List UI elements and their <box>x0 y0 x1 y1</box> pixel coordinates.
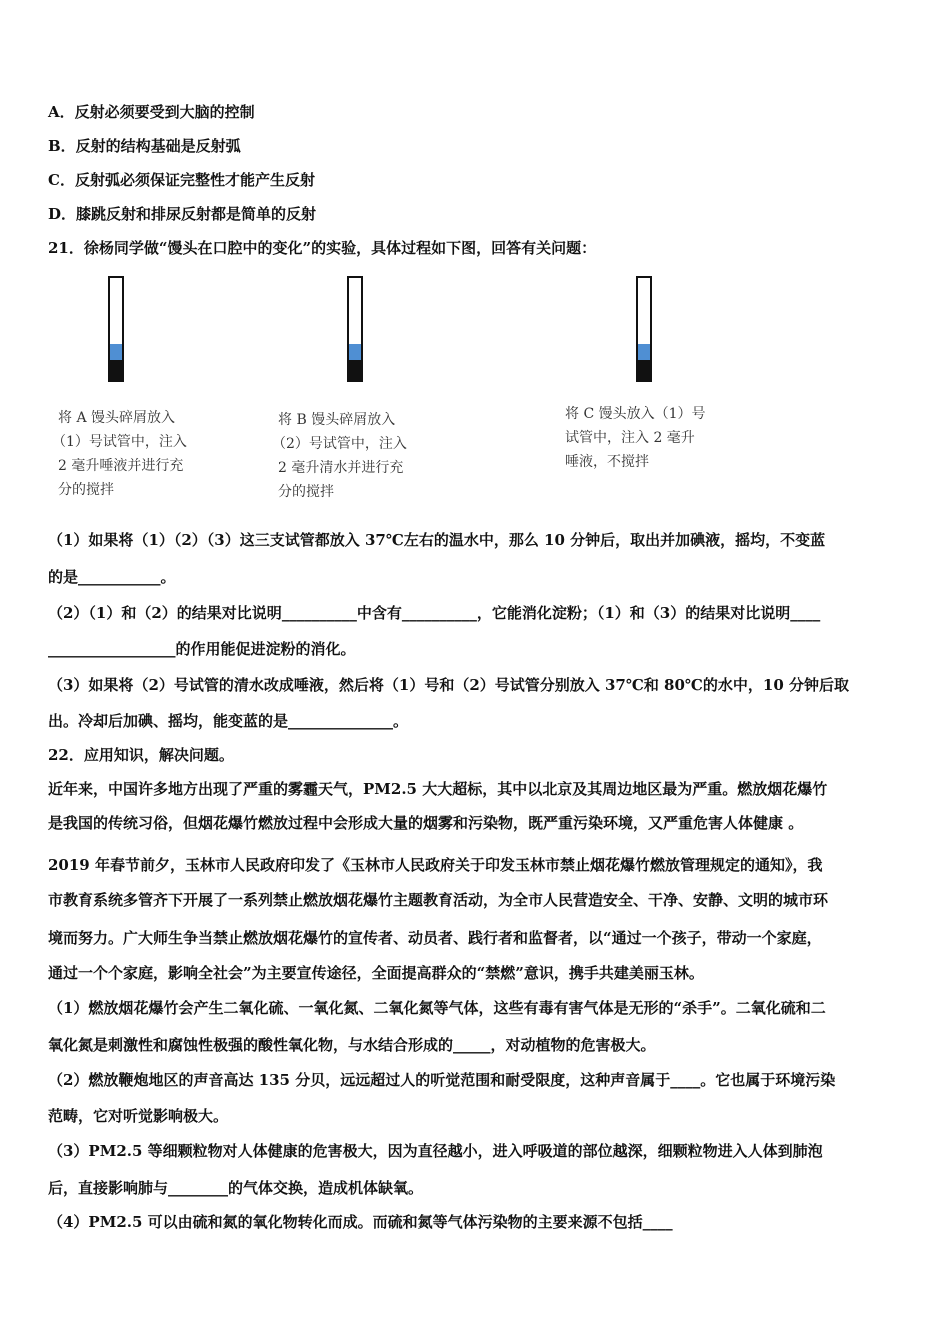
caption-c-line: 唾液，不搅拌 <box>565 454 649 470</box>
q22-paragraph-line: 市教育系统多管齐下开展了一系列禁止燃放烟花爆竹主题教育活动，为全市人民营造安全、干净、安静、文明的城市环 <box>48 891 829 909</box>
caption-a-line: 将 A 馒头碎屑放入 <box>58 410 176 426</box>
caption-b-line: 2 毫升清水并进行充 <box>278 460 404 476</box>
caption-c-line: 将 C 馒头放入（1）号 <box>565 406 706 422</box>
q21-part1-cont: 的是___________。 <box>48 568 176 586</box>
option-d: D．膝跳反射和排尿反射都是简单的反射 <box>48 205 317 223</box>
q21-stem: 21．徐杨同学做“馒头在口腔中的变化”的实验，具体过程如下图，回答有关问题： <box>48 239 597 257</box>
caption-b-line: 将 B 馒头碎屑放入 <box>278 412 396 428</box>
q22-part1: （1）燃放烟花爆竹会产生二氧化硫、一氧化氮、二氧化氮等气体，这些有毒有害气体是无形的“杀手”。二氧化硫和二 <box>48 999 826 1017</box>
caption-c-line: 试管中，注入 2 毫升 <box>565 430 695 446</box>
q21-part1: （1）如果将（1）（2）（3）这三支试管都放入 37℃左右的温水中，那么 10 分钟后，取出并加碘液，摇均，不变蓝 <box>48 531 826 549</box>
q22-paragraph-line: 近年来，中国许多地方出现了严重的雾霾天气，PM2.5 大大超标，其中以北京及其周边地区最为严重。燃放烟花爆竹 <box>48 780 828 798</box>
q22-heading: 22．应用知识，解决问题。 <box>48 746 234 764</box>
caption-b-line: 分的搅拌 <box>278 484 334 500</box>
q22-part2: （2）燃放鞭炮地区的声音高达 135 分贝，远远超过人的听觉范围和耐受限度，这种声音属于____。它也属于环境污染 <box>48 1071 836 1089</box>
caption-a-line: （1）号试管中，注入 <box>52 434 187 450</box>
caption-b-line: （2）号试管中，注入 <box>272 436 407 452</box>
test-tube-c <box>636 276 652 382</box>
test-tube-b <box>347 276 363 382</box>
q22-paragraph-line: 境而努力。广大师生争当禁止燃放烟花爆竹的宣传者、动员者、践行者和监督者，以“通过一个孩子，带动一个家庭， <box>48 929 822 947</box>
q21-part3-cont: 出。冷却后加碘、摇均，能变蓝的是______________。 <box>48 712 409 730</box>
option-a: A．反射必须要受到大脑的控制 <box>48 103 255 121</box>
q22-paragraph-line: 2019 年春节前夕，玉林市人民政府印发了《玉林市人民政府关于印发玉林市禁止烟花爆竹燃放管理规定的通知》，我 <box>48 856 823 874</box>
option-c: C．反射弧必须保证完整性才能产生反射 <box>48 171 315 189</box>
q22-part3-cont: 后，直接影响肺与________的气体交换，造成机体缺氧。 <box>48 1179 424 1197</box>
q21-part2: （2）（1）和（2）的结果对比说明__________中含有__________，它能消化淀粉；（1）和（3）的结果对比说明____ <box>48 604 821 622</box>
test-tube-a <box>108 276 124 382</box>
caption-a-line: 分的搅拌 <box>58 482 114 498</box>
q22-part1-cont: 氧化氮是刺激性和腐蚀性极强的酸性氧化物，与水结合形成的_____，对动植物的危害极大。 <box>48 1036 656 1054</box>
q22-part3: （3）PM2.5 等细颗粒物对人体健康的危害极大，因为直径越小，进入呼吸道的部位越深，细颗粒物进入人体到肺泡 <box>48 1142 823 1160</box>
q22-paragraph-line: 是我国的传统习俗，但烟花爆竹燃放过程中会形成大量的烟雾和污染物，既严重污染环境，又严重危害人体健康 。 <box>48 814 804 832</box>
caption-a-line: 2 毫升唾液并进行充 <box>58 458 184 474</box>
q21-part3: （3）如果将（2）号试管的清水改成唾液，然后将（1）号和（2）号试管分别放入 37℃和 80℃的水中，10 分钟后取 <box>48 676 849 694</box>
q21-part2-cont: _________________的作用能促进淀粉的消化。 <box>48 640 356 658</box>
q22-paragraph-line: 通过一个个家庭，影响全社会”为主要宣传途径，全面提高群众的“禁燃”意识，携手共建美丽玉林。 <box>48 964 704 982</box>
q22-part4: （4）PM2.5 可以由硫和氮的氧化物转化而成。而硫和氮等气体污染物的主要来源不包括____ <box>48 1213 673 1231</box>
q22-part2-cont: 范畴，它对听觉影响极大。 <box>48 1107 229 1125</box>
option-b: B．反射的结构基础是反射弧 <box>48 137 241 155</box>
